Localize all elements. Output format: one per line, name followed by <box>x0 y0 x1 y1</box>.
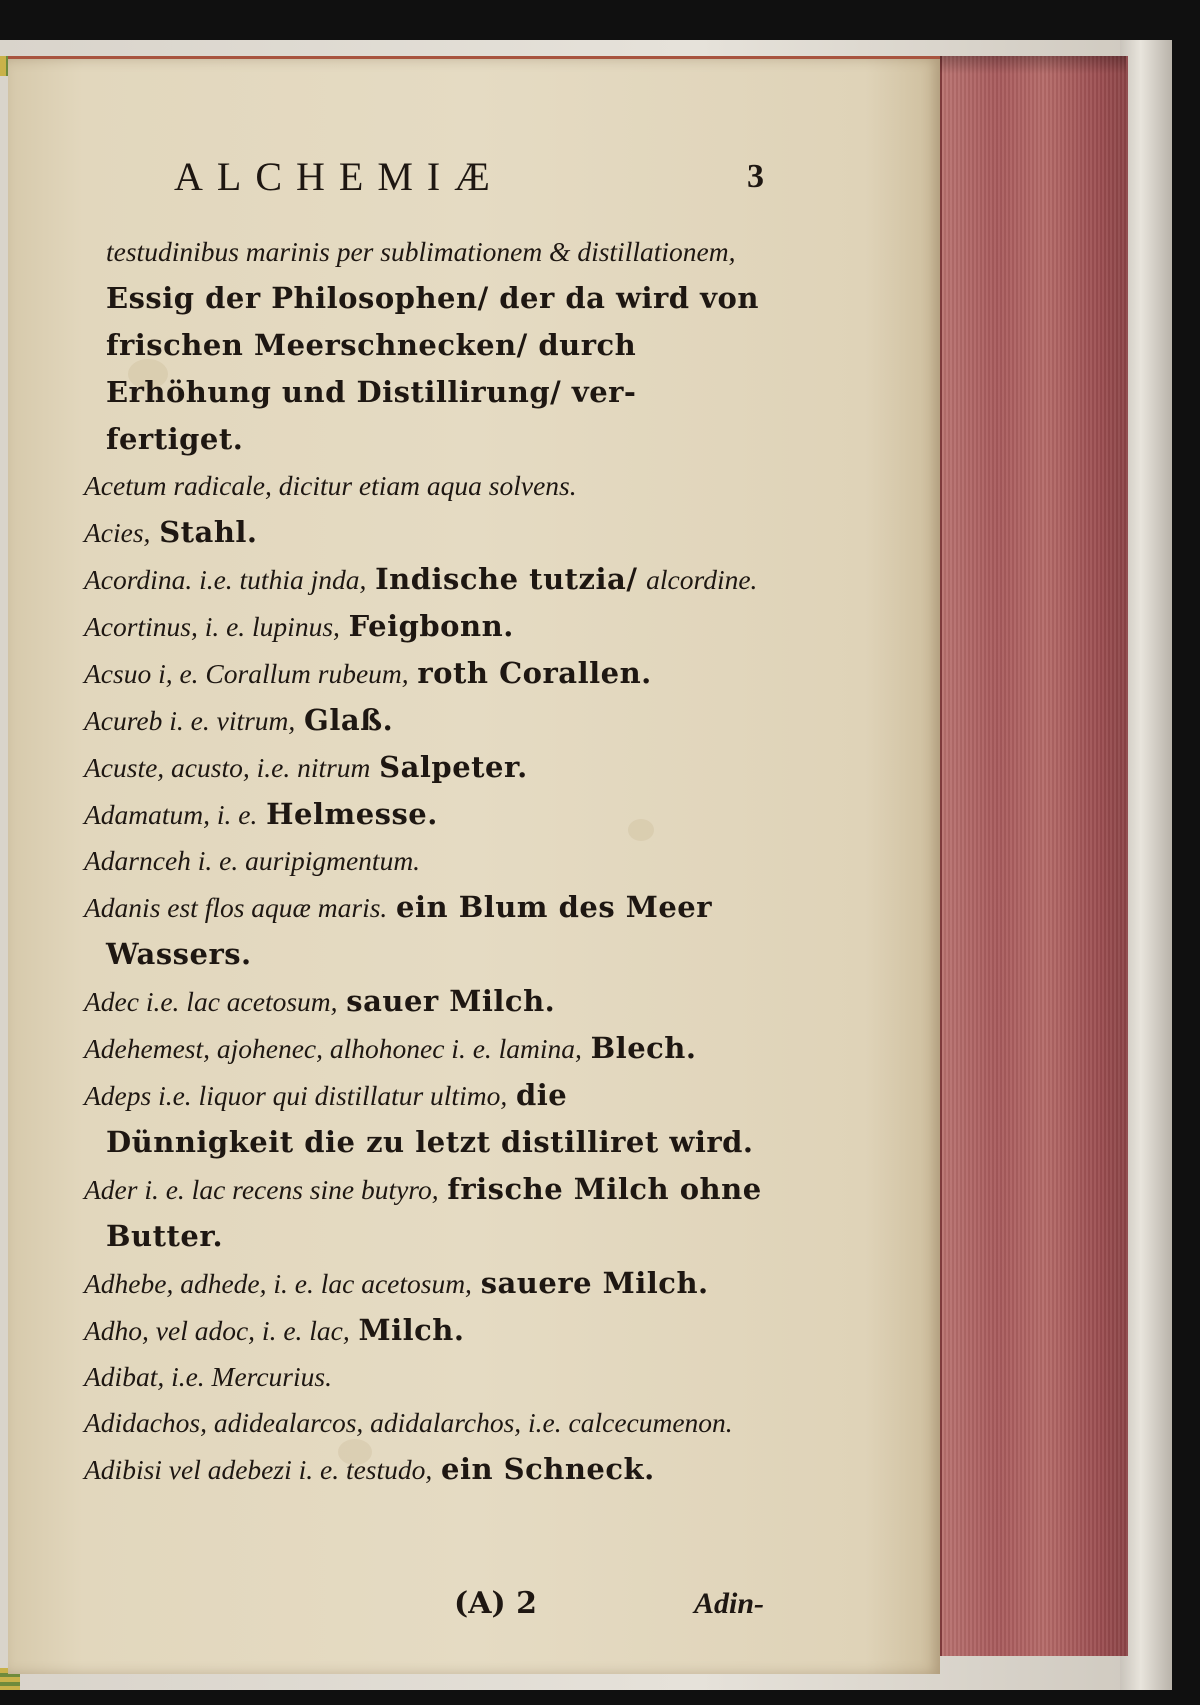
dictionary-entry <box>84 229 764 463</box>
signature-mark: (A) 2 <box>454 1586 537 1621</box>
latin-term: Adhebe, adhede, i. e. lac acetosum, <box>84 1268 472 1299</box>
catchword: Adin- <box>693 1587 764 1620</box>
german-gloss: Milch. <box>358 1313 465 1347</box>
latin-term: Acordina. i.e. tuthia jnda, <box>84 564 367 595</box>
latin-term: Adec i.e. lac acetosum, <box>84 986 338 1017</box>
dictionary-entry <box>84 1260 764 1307</box>
latin-term: Adibisi vel adebezi i. e. testudo, <box>84 1454 433 1485</box>
german-gloss: Blech. <box>590 1031 697 1065</box>
latin-term: Acuste, acusto, i.e. nitrum <box>84 752 371 783</box>
dictionary-entry <box>84 884 764 978</box>
dictionary-entry <box>84 791 764 838</box>
latin-term: Acies, <box>84 517 151 548</box>
latin-term: testudinibus marinis per sublimationem & distillationem, <box>106 236 736 267</box>
german-gloss: Glaß. <box>304 703 394 737</box>
dictionary-entry <box>84 697 764 744</box>
german-gloss: Salpeter. <box>379 750 528 784</box>
latin-term: Acetum radicale, dicitur etiam aqua solvens. <box>84 470 577 501</box>
latin-term: Adehemest, ajohenec, alhohonec i. e. lamina, <box>84 1033 582 1064</box>
dictionary-entry <box>84 1025 764 1072</box>
dictionary-entries <box>84 229 764 1493</box>
dictionary-entry <box>84 838 764 884</box>
german-gloss: frische Milch ohne Butter. <box>106 1172 762 1253</box>
german-gloss: sauere Milch. <box>480 1266 709 1300</box>
german-gloss: ein Schneck. <box>441 1452 655 1486</box>
latin-term: Acureb i. e. vitrum, <box>84 705 296 736</box>
latin-term: Adarnceh i. e. auripigmentum. <box>84 845 421 876</box>
dictionary-entry <box>84 978 764 1025</box>
book-page <box>8 56 940 1674</box>
latin-term: Adibat, i.e. Mercurius. <box>84 1361 332 1392</box>
red-page-edges <box>940 56 1128 1656</box>
running-head: ALCHEMIÆ <box>174 154 504 199</box>
german-gloss: Feigbonn. <box>348 609 514 643</box>
dictionary-entry <box>84 509 764 556</box>
german-gloss: sauer Milch. <box>346 984 556 1018</box>
latin-term: Acortinus, i. e. lupinus, <box>84 611 340 642</box>
german-gloss: Indische tutzia/ <box>375 562 638 596</box>
latin-term: Adamatum, i. e. <box>84 799 258 830</box>
page-edge-shadow <box>940 56 1126 74</box>
german-gloss: Stahl. <box>159 515 258 549</box>
dictionary-entry <box>84 650 764 697</box>
page-footer <box>84 1579 764 1629</box>
dictionary-entry <box>84 744 764 791</box>
dictionary-entry <box>84 1400 764 1446</box>
dictionary-entry <box>84 1166 764 1260</box>
latin-term: Adidachos, adidealarcos, adidalarchos, i.e. calcecumenon. <box>84 1407 733 1438</box>
dictionary-entry <box>84 603 764 650</box>
dictionary-entry <box>84 1446 764 1493</box>
dictionary-entry <box>84 463 764 509</box>
dictionary-entry <box>84 556 764 603</box>
page-number: 3 <box>747 158 764 195</box>
german-gloss: die Dünnigkeit die zu letzt distilliret wird. <box>106 1078 754 1159</box>
latin-term-tail: alcordine. <box>646 564 758 595</box>
dictionary-entry <box>84 1354 764 1400</box>
german-gloss: Essig der Philosophen/ der da wird von frischen Meerschnecken/ durch Erhöhung und Distillirung/ ver-fertiget. <box>106 281 759 456</box>
latin-term: Adeps i.e. liquor qui distillatur ultimo, <box>84 1080 508 1111</box>
dictionary-entry <box>84 1072 764 1166</box>
german-gloss: roth Corallen. <box>417 656 652 690</box>
dictionary-entry <box>84 1307 764 1354</box>
latin-term: Ader i. e. lac recens sine butyro, <box>84 1174 439 1205</box>
text-block <box>84 139 764 1629</box>
german-gloss: Helmesse. <box>266 797 438 831</box>
german-gloss: ein Blum des Meer Wassers. <box>106 890 713 971</box>
latin-term: Adanis est flos aquæ maris. <box>84 892 388 923</box>
latin-term: Adho, vel adoc, i. e. lac, <box>84 1315 350 1346</box>
latin-term: Acsuo i, e. Corallum rubeum, <box>84 658 409 689</box>
